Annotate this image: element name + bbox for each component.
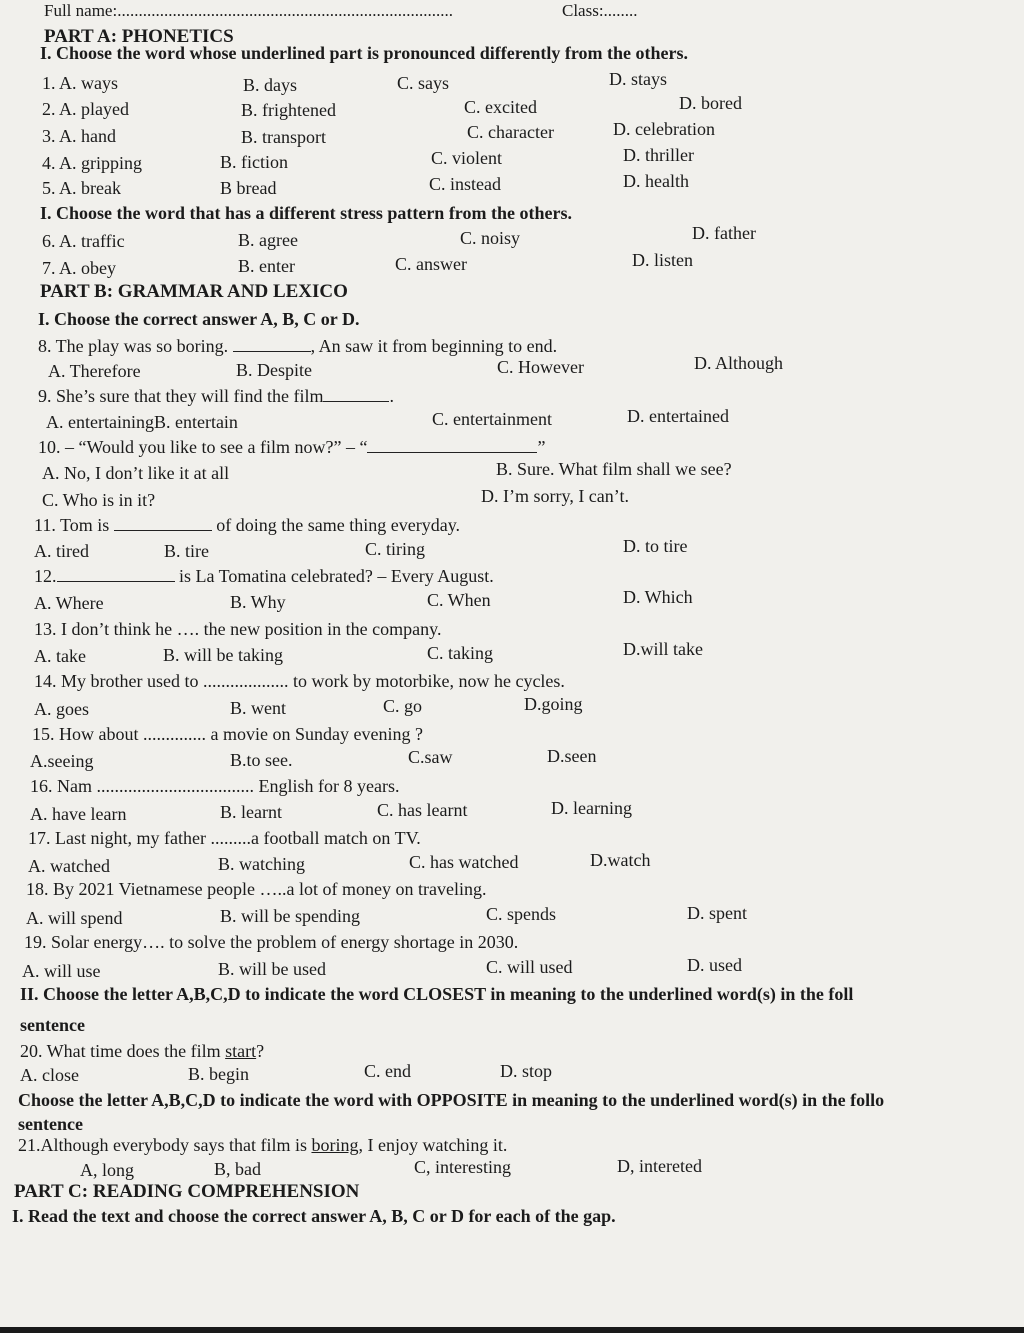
q19-option-b: B. will be used (218, 959, 326, 979)
q10-stem-end: ” (537, 437, 546, 457)
q18-option-d: D. spent (687, 903, 747, 923)
q1-option-d: D. stays (609, 69, 667, 89)
q19-option-c: C. will used (486, 957, 573, 977)
q10-option-c: C. Who is in it? (42, 490, 156, 510)
q9-option-d: D. entertained (627, 406, 729, 426)
q5-option-a: 5. A. break (42, 178, 121, 198)
page-bottom-edge (0, 1327, 1024, 1333)
q17-option-c: C. has watched (409, 852, 519, 872)
q9-blank[interactable] (323, 387, 389, 402)
q12-blank[interactable] (57, 567, 175, 582)
q15-stem-end: a movie on Sunday evening ? (210, 724, 423, 744)
part-b-section1: I. Choose the correct answer A, B, C or D. (38, 309, 360, 329)
q17-stem-start: 17. Last night, my father (28, 828, 206, 848)
q9-stem (38, 385, 394, 407)
q9-option-c: C. entertainment (432, 409, 552, 429)
q11-stem (34, 514, 460, 536)
q11-stem-start: 11. Tom is (34, 515, 110, 535)
q18-option-b: B. will be spending (220, 906, 360, 926)
q10-stem (38, 436, 545, 458)
q8-option-b: B. Despite (236, 360, 312, 380)
q15-option-c: C.saw (408, 747, 453, 767)
q7-option-b: B. enter (238, 256, 295, 276)
q19-stem: 19. Solar energy…. to solve the problem of energy shortage in 2030. (24, 932, 519, 952)
q1-option-c: C. says (397, 73, 450, 93)
q7-option-a: 7. A. obey (42, 258, 116, 278)
q12-stem (34, 565, 494, 587)
full-name-label: Full name:............................................................................... (44, 1, 453, 20)
q21-underlined-word: boring (311, 1135, 359, 1155)
q8-option-c: C. However (497, 357, 584, 377)
q6-option-d: D. father (692, 223, 756, 243)
q10-option-d: D. I’m sorry, I can’t. (481, 486, 629, 506)
q20-stem (20, 1040, 264, 1062)
part-a-title: PART A: PHONETICS (44, 26, 234, 47)
q2-option-a: 2. A. played (42, 99, 129, 119)
q10-stem-start: 10. – “Would you like to see a film now?” – “ (38, 437, 368, 457)
q4-option-d: D. thriller (623, 145, 694, 165)
q7-option-c: C. answer (395, 254, 467, 274)
q15-option-b: B.to see. (230, 750, 293, 770)
q19-option-a: A. will use (22, 961, 101, 981)
q13-option-c: C. taking (427, 643, 493, 663)
q13-option-b: B. will be taking (163, 645, 283, 665)
q8-stem (38, 335, 557, 357)
q15-option-a: A.seeing (30, 751, 94, 771)
q1-option-a: 1. A. ways (42, 73, 118, 93)
q8-blank[interactable] (233, 337, 311, 352)
q2-option-c: C. excited (464, 97, 537, 117)
part-a-section1: I. Choose the word whose underlined part is pronounced differently from the others. (40, 43, 689, 63)
q16-option-c: C. has learnt (377, 800, 468, 820)
q8-stem-end: , An saw it from beginning to end. (310, 336, 558, 356)
part-b-section2-line2: sentence (20, 1015, 85, 1035)
q20-option-b: B. begin (188, 1064, 249, 1084)
q10-blank[interactable] (367, 438, 537, 453)
q11-blank[interactable] (114, 516, 212, 531)
q12-stem-start: 12. (34, 566, 57, 586)
q15-stem (32, 723, 423, 745)
q21-option-c: C, interesting (414, 1157, 511, 1177)
q17-option-d: D.watch (590, 850, 651, 870)
q4-option-b: B. fiction (220, 152, 288, 172)
q18-option-c: C. spends (486, 904, 557, 924)
q14-stem-start: 14. My brother used to (34, 671, 199, 691)
q17-dots[interactable]: ......... (210, 828, 251, 848)
q12-stem-end: is La Tomatina celebrated? – Every August. (179, 566, 494, 586)
q16-stem-end: English for 8 years. (258, 776, 400, 796)
q14-dots[interactable]: ................... (202, 671, 289, 691)
q8-option-a: A. Therefore (48, 361, 141, 381)
q3-option-c: C. character (467, 122, 554, 142)
q13-option-a: A. take (34, 646, 86, 666)
part-c-section1: I. Read the text and choose the correct answer A, B, C or D for each of the gap. (12, 1206, 616, 1226)
q14-option-d: D.going (524, 694, 583, 714)
q15-stem-start: 15. How about (32, 724, 139, 744)
q11-option-b: B. tire (164, 541, 209, 561)
q15-option-d: D.seen (547, 746, 597, 766)
q20-stem-start: 20. What time does the film (20, 1041, 221, 1061)
q11-option-d: D. to tire (623, 536, 688, 556)
q16-dots[interactable]: ................................... (96, 776, 254, 796)
q20-option-c: C. end (364, 1061, 411, 1081)
q8-stem-start: 8. The play was so boring. (38, 336, 229, 356)
q4-option-a: 4. A. gripping (42, 153, 143, 173)
q12-option-a: A. Where (34, 593, 104, 613)
q11-stem-end: of doing the same thing everyday. (216, 515, 461, 535)
q3-option-d: D. celebration (613, 119, 715, 139)
part-b-section3-line2: sentence (18, 1114, 83, 1134)
q14-option-a: A. goes (34, 699, 89, 719)
q15-dots[interactable]: .............. (143, 724, 206, 744)
q10-option-a: A. No, I don’t like it at all (42, 463, 230, 483)
q14-option-b: B. went (230, 698, 286, 718)
q20-stem-end: ? (256, 1041, 265, 1061)
q6-option-a: 6. A. traffic (42, 231, 125, 251)
q18-option-a: A. will spend (26, 908, 123, 928)
q20-option-d: D. stop (500, 1061, 553, 1081)
q6-option-c: C. noisy (460, 228, 521, 248)
q17-option-a: A. watched (28, 856, 110, 876)
part-b-section2-line1: II. Choose the letter A,B,C,D to indicate the word CLOSEST in meaning to the underlined word(s) in the foll (20, 984, 854, 1004)
q13-stem: 13. I don’t think he …. the new position in the company. (34, 619, 442, 639)
q7-option-d: D. listen (632, 250, 693, 270)
part-b-title: PART B: GRAMMAR AND LEXICO (40, 281, 348, 302)
q16-option-d: D. learning (551, 798, 632, 818)
q16-stem (30, 775, 399, 797)
q5-option-d: D. health (623, 171, 689, 191)
q12-option-c: C. When (427, 590, 491, 610)
q8-option-d: D. Although (694, 353, 784, 373)
q9-option-a: A. entertainingB. entertain (46, 412, 238, 432)
q2-option-b: B. frightened (241, 100, 336, 120)
q16-option-b: B. learnt (220, 802, 282, 822)
q2-option-d: D. bored (679, 93, 742, 113)
q5-option-c: C. instead (429, 174, 501, 194)
q3-option-a: 3. A. hand (42, 126, 116, 146)
q14-stem (34, 670, 565, 692)
q18-stem: 18. By 2021 Vietnamese people …..a lot of money on traveling. (26, 879, 487, 899)
part-c-title: PART C: READING COMPREHENSION (14, 1181, 360, 1202)
q14-option-c: C. go (383, 696, 423, 716)
q4-option-c: C. violent (431, 148, 502, 168)
q16-stem-start: 16. Nam (30, 776, 92, 796)
q11-option-c: C. tiring (365, 539, 426, 559)
q19-option-d: D. used (687, 955, 742, 975)
q21-option-d: D, intereted (617, 1156, 702, 1176)
q14-stem-end: to work by motorbike, now he cycles. (292, 671, 565, 691)
q3-option-b: B. transport (241, 127, 326, 147)
q13-option-d: D.will take (623, 639, 703, 659)
q12-option-b: B. Why (230, 592, 286, 612)
q1-option-b: B. days (243, 75, 297, 95)
part-b-section3-line1: Choose the letter A,B,C,D to indicate the word with OPPOSITE in meaning to the underlined word(s) in the follo (18, 1090, 885, 1110)
q21-option-b: B, bad (214, 1159, 261, 1179)
q21-stem-end: , I enjoy watching it. (358, 1135, 508, 1155)
q12-option-d: D. Which (623, 587, 693, 607)
part-a-section2: I. Choose the word that has a different stress pattern from the others. (40, 203, 572, 223)
q17-stem-end: a football match on TV. (250, 828, 421, 848)
q20-option-a: A. close (20, 1065, 79, 1085)
q10-option-b: B. Sure. What film shall we see? (496, 459, 732, 479)
q17-option-b: B. watching (218, 854, 305, 874)
q21-stem-start: 21.Although everybody says that film is (18, 1135, 307, 1155)
q16-option-a: A. have learn (30, 804, 127, 824)
q9-stem-start: 9. She’s sure that they will find the film (38, 386, 324, 406)
q17-stem (28, 827, 421, 849)
q20-underlined-word: start (225, 1041, 257, 1061)
q9-stem-end: . (389, 386, 394, 406)
q21-option-a: A, long (80, 1160, 134, 1180)
q21-stem (18, 1134, 507, 1156)
q6-option-b: B. agree (238, 230, 298, 250)
q11-option-a: A. tired (34, 541, 89, 561)
q5-option-b: B bread (220, 178, 277, 198)
class-label: Class:........ (562, 1, 638, 20)
